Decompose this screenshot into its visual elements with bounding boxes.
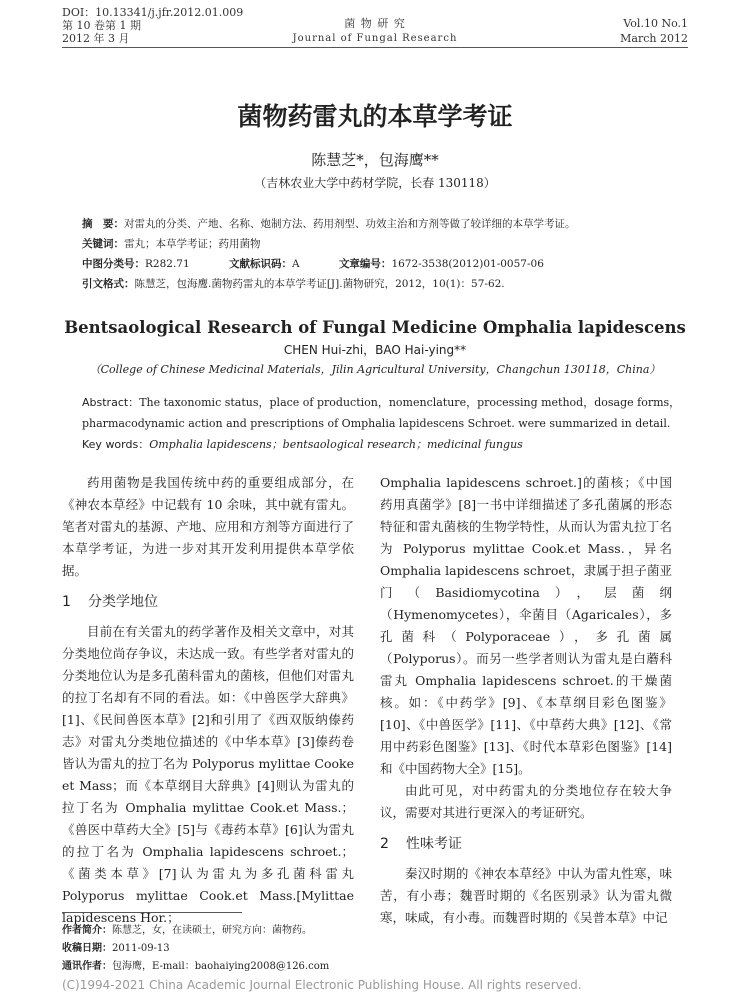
clc-label: 中图分类号： bbox=[82, 258, 145, 270]
column-left bbox=[62, 472, 354, 929]
english-authors: CHEN Hui-zhi，BAO Hai-ying** bbox=[283, 343, 467, 357]
section-2-number: 2 bbox=[380, 836, 389, 852]
journal-name-en: Journal of Fungal Research bbox=[292, 33, 458, 44]
corresponding-author: 包海鹰，E-mail：baohaiying2008@126.com bbox=[112, 961, 330, 972]
journal-name-cn: 菌 物 研 究 bbox=[344, 17, 406, 30]
authors: 陈慧芝*，包海鹰** bbox=[311, 151, 439, 169]
english-abstract-text: The taxonomic status，place of production，nomenclature，processing method，dosage forms，pharmacodynamic action and prescriptions of Omphalia lapidescens Schroet. were summarized in detail. bbox=[82, 396, 681, 430]
date-en: March 2012 bbox=[620, 32, 688, 45]
citation-text: 陈慧芝，包海鹰.菌物药雷丸的本草学考证[J].菌物研究，2012，10(1)：57-62. bbox=[134, 278, 505, 290]
citation-label: 引文格式： bbox=[82, 278, 135, 290]
doc-code-value: A bbox=[292, 258, 300, 270]
english-affiliation: （College of Chinese Medicinal Materials，Jilin Agricultural University，Changchun 130118，China） bbox=[89, 363, 661, 376]
section-2-title: 性味考证 bbox=[406, 836, 462, 852]
volume-issue-cn: 第 10 卷第 1 期 bbox=[62, 19, 141, 32]
affiliation: （吉林农业大学中药材学院，长春 130118） bbox=[254, 176, 496, 190]
intro-paragraph: 药用菌物是我国传统中药的重要组成部分，在《神农本草经》中记载有 10 余味，其中就有雷丸。笔者对雷丸的基源、产地、应用和方剂等方面进行了本草学考证，为进一步对其开发利用提供本草学依据。 bbox=[62, 475, 354, 578]
clc-value: R282.71 bbox=[145, 258, 190, 270]
article-title: 菌物药雷丸的本草学考证 bbox=[237, 102, 513, 131]
section-1-paragraph: 目前在有关雷丸的药学著作及相关文章中，对其分类地位尚存争议，未达成一致。有些学者对雷丸的分类地位认为是多孔菌科雷丸的菌核，但他们对雷丸的拉丁名却有不同的看法。如：《中兽医学大辞典》[1]、《民间兽医本草》[2]和引用了《西双版纳傣药志》对雷丸分类地位描述的《中华本草》[3]傣药卷皆认为雷丸的拉丁名为 Polyporus mylittae Cooke et Mass；而《本草纲目大辞典》[4]则认为雷丸的拉丁名为 Omphalia mylittae Cook.et Mass.；《兽医中草药大全》[5]与《毒药本草》[6]认为雷丸的拉丁名为 Omphalia lapidescens schroet.；《菌类本草》[7]认为雷丸为多孔菌科雷丸 Polyporus mylittae Cook.et Mass.[Mylittae lapidescens Hor.； bbox=[62, 624, 354, 925]
abstract-text: 对雷丸的分类、产地、名称、炮制方法、药用剂型、功效主治和方剂等做了较详细的本草学考证。 bbox=[124, 218, 576, 230]
article-no-value: 1672-3538(2012)01-0057-06 bbox=[391, 258, 544, 270]
author-info-label: 作者简介： bbox=[62, 925, 112, 936]
section-2-paragraph: 秦汉时期的《神农本草经》中认为雷丸性寒，味苦，有小毒；魏晋时期的《名医别录》认为雷丸微寒，味咸，有小毒。而魏晋时期的《吴普本草》中记 bbox=[380, 866, 672, 925]
author-info: 陈慧芝，女，在读硕士，研究方向：菌物药。 bbox=[112, 925, 312, 936]
date-cn: 2012 年 3 月 bbox=[62, 32, 130, 45]
continued-paragraph: Omphalia lapidescens schroet.]的菌核；《中国药用真菌学》[8]一书中详细描述了多孔菌属的形态特征和雷丸菌核的生物学特性，从而认为雷丸拉丁名为 Polyporus mylittae Cook.et Mass.，异名 Omphalia lapidescens schroet，隶属于担子菌亚门（Basidiomycotina），层菌纲（Hymenomycetes），伞菌目（Agaricales），多孔菌科（Polyporaceae），多孔菌属（Polyporus）。而另一些学者则认为雷丸是白蘑科雷丸 Omphalia lapidescens schroet.的干燥菌核。如：《中药学》[9]、《本草纲目彩色图鉴》[10]、《中兽医学》[11]、《中草药大典》[12]、《常用中药彩色图鉴》[13]、《时代本草彩色图鉴》[14]和《中国药物大全》[15]。 bbox=[380, 475, 672, 776]
section-1-heading bbox=[62, 591, 354, 613]
column-right bbox=[380, 472, 672, 929]
keywords-text: 雷丸；本草学考证；药用菌物 bbox=[124, 238, 261, 250]
footnotes bbox=[62, 922, 622, 976]
copyright-watermark: (C)1994-2021 China Academic Journal Electronic Publishing House. All rights reserved. bbox=[62, 978, 582, 992]
section-1-number: 1 bbox=[62, 594, 71, 610]
article-no-label: 文章编号： bbox=[338, 258, 392, 270]
section-1-title: 分类学地位 bbox=[88, 594, 158, 610]
doc-code-label: 文献标识码： bbox=[229, 258, 292, 270]
abstract-block-cn bbox=[82, 214, 682, 294]
conclusion-paragraph: 由此可见，对中药雷丸的分类地位存在较大争议，需要对其进行更深入的考证研究。 bbox=[380, 783, 672, 820]
abstract-block-en bbox=[82, 392, 682, 455]
abstract-label: 摘 要： bbox=[82, 218, 124, 230]
english-keywords-label: Key words： bbox=[82, 438, 150, 451]
english-title: Bentsaological Research of Fungal Medicine Omphalia lapidescens bbox=[64, 318, 686, 337]
header-rule bbox=[62, 47, 688, 48]
received-date: 2011-09-13 bbox=[112, 943, 170, 954]
section-2-heading bbox=[380, 833, 672, 855]
corresponding-label: 通讯作者： bbox=[62, 961, 112, 972]
doi: DOI：10.13341/j.jfr.2012.01.009 bbox=[62, 6, 244, 19]
received-label: 收稿日期： bbox=[62, 943, 112, 954]
footnote-rule bbox=[62, 912, 242, 913]
keywords-label: 关键词： bbox=[82, 238, 124, 250]
english-abstract-label: Abstract： bbox=[82, 396, 140, 409]
volume-issue-en: Vol.10 No.1 bbox=[623, 17, 688, 30]
english-keywords-text: Omphalia lapidescens；bentsaological research；medicinal fungus bbox=[149, 438, 523, 451]
